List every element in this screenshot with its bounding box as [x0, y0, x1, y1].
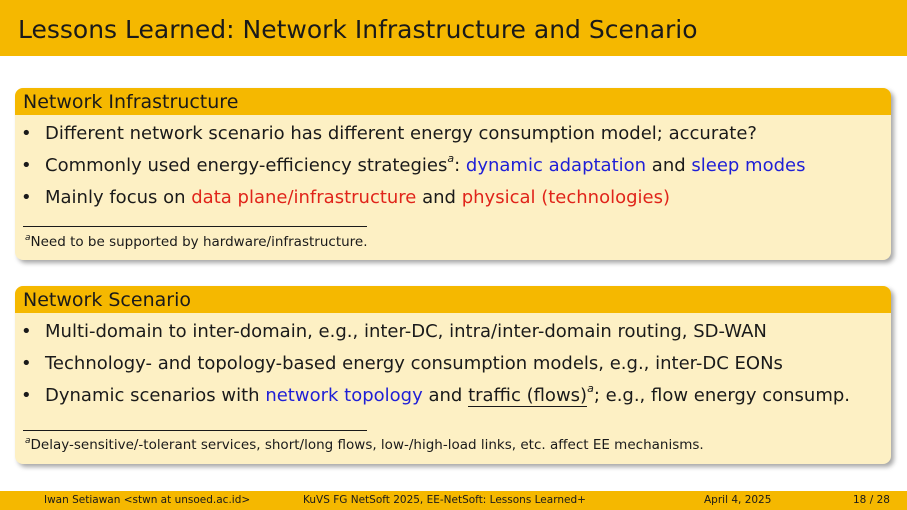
footer-bar: [0, 491, 907, 510]
block-header: [15, 88, 891, 115]
list-item: • Technology- and topology-based energy consumption models, e.g., inter-DC EONs: [21, 353, 783, 374]
footnote: $^a$Need to be supported by hardware/infrastructure.: [25, 233, 368, 250]
list-item: • Commonly used energy-efficiency strategies$^a$: dynamic adaptation and sleep modes: [21, 152, 806, 176]
bullet-icon: •: [21, 321, 32, 342]
footnote-marker: a: [447, 152, 455, 165]
bullet-icon: •: [21, 123, 32, 144]
list-item: • Mainly focus on data plane/infrastructure and physical (technologies): [21, 187, 671, 208]
bullet-list: [21, 321, 885, 417]
highlight-network-topology: network topology: [265, 385, 423, 406]
footer-page-number: 18 / 28: [853, 494, 890, 506]
network-scenario-block: [15, 286, 891, 464]
bullet-icon: •: [21, 155, 32, 176]
block-title: Network Scenario: [23, 289, 191, 311]
footer-event: KuVS FG NetSoft 2025, EE-NetSoft: Lessons Learned+: [303, 494, 586, 506]
block-header: [15, 286, 891, 313]
footnote: $^a$Delay-sensitive/-tolerant services, short/long flows, low-/high-load links, etc. affect EE mechanisms.: [25, 436, 704, 453]
list-item: • Different network scenario has different energy consumption model; accurate?: [21, 123, 757, 144]
list-item: • Multi-domain to inter-domain, e.g., inter-DC, intra/inter-domain routing, SD-WAN: [21, 321, 767, 342]
title-bar: [0, 0, 907, 56]
bullet-icon: •: [21, 187, 32, 208]
bullet-icon: •: [21, 353, 32, 374]
footnote-divider: [23, 226, 367, 227]
highlight-dynamic-adaptation: dynamic adaptation: [465, 155, 647, 176]
footnote-divider: [23, 430, 367, 431]
slide-title: Lessons Learned: Network Infrastructure and Scenario: [18, 15, 698, 44]
bullet-list: [21, 123, 885, 219]
highlight-physical: physical (technologies): [461, 187, 671, 208]
footnote-marker: a: [587, 382, 594, 395]
bullet-icon: •: [21, 385, 32, 406]
list-item: • Dynamic scenarios with network topology and traffic (flows)$^a$; e.g., flow energy consump.: [21, 382, 851, 406]
block-title: Network Infrastructure: [23, 91, 239, 113]
highlight-data-plane: data plane/infrastructure: [191, 187, 417, 208]
highlight-sleep-modes: sleep modes: [691, 155, 806, 176]
footer-date: April 4, 2025: [704, 494, 772, 506]
underlined-traffic-flows: traffic (flows): [468, 385, 588, 406]
network-infrastructure-block: [15, 88, 891, 260]
footer-author: Iwan Setiawan <stwn at unsoed.ac.id>: [44, 494, 251, 506]
